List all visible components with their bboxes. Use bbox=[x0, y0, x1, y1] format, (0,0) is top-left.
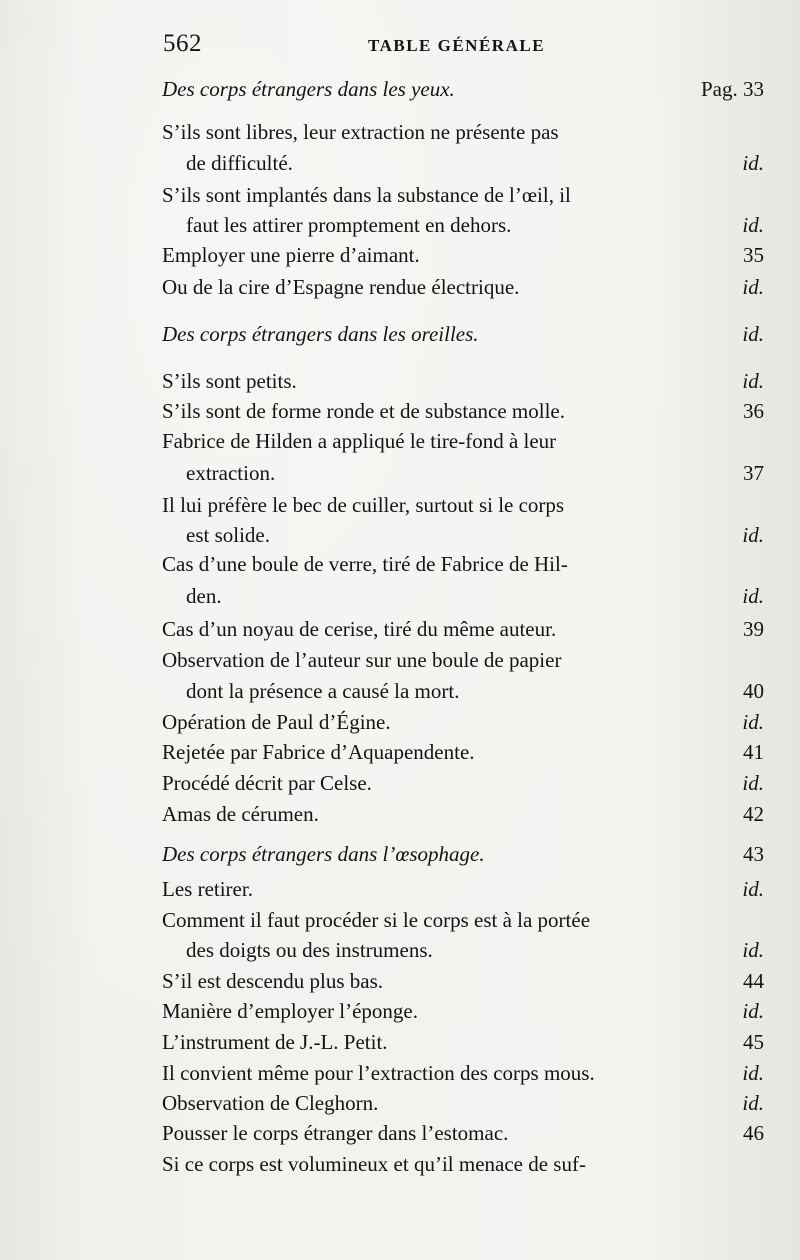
page-number: 562 bbox=[163, 30, 202, 57]
toc-line bbox=[0, 799, 800, 829]
running-title: TABLE GÉNÉRALE bbox=[368, 36, 546, 55]
toc-line bbox=[0, 874, 800, 904]
toc-line bbox=[0, 458, 800, 488]
page-reference: id. bbox=[742, 938, 764, 962]
entry-text: Opération de Paul d’Égine. bbox=[162, 710, 391, 734]
entry-text: Amas de cérumen. bbox=[162, 802, 319, 826]
entry-text: S’il est descendu plus bas. bbox=[162, 969, 384, 993]
page-reference: Pag. 33 bbox=[701, 77, 764, 101]
page-reference: 42 bbox=[743, 802, 764, 826]
page-reference: id. bbox=[742, 322, 764, 346]
toc-line bbox=[0, 707, 800, 737]
entry-text: den. bbox=[186, 584, 222, 608]
entry-text: Des corps étrangers dans l’œsophage. bbox=[162, 842, 485, 866]
entry-text: Fabrice de Hilden a appliqué le tire-fond à leur bbox=[162, 429, 557, 453]
toc-line bbox=[0, 549, 800, 579]
toc-line bbox=[0, 520, 800, 550]
toc-line bbox=[0, 117, 800, 147]
page-reference: id. bbox=[742, 275, 764, 299]
toc-line bbox=[0, 366, 800, 396]
toc-line bbox=[0, 490, 800, 520]
entry-text: Il convient même pour l’extraction des corps mous. bbox=[162, 1061, 595, 1085]
page-reference: id. bbox=[742, 584, 764, 608]
entry-text: Les retirer. bbox=[162, 877, 253, 901]
entry-text: Manière d’employer l’éponge. bbox=[162, 999, 418, 1023]
toc-line bbox=[0, 1149, 800, 1179]
page-reference: id. bbox=[742, 1061, 764, 1085]
toc-line bbox=[0, 676, 800, 706]
entry-text: Cas d’une boule de verre, tiré de Fabrice de Hil- bbox=[162, 552, 568, 576]
page-reference: id. bbox=[742, 999, 764, 1023]
entry-text: des doigts ou des instrumens. bbox=[186, 938, 433, 962]
entry-text: S’ils sont implantés dans la substance de l’œil, il bbox=[162, 183, 571, 207]
toc-line bbox=[0, 180, 800, 210]
toc-line bbox=[0, 966, 800, 996]
toc-line bbox=[0, 240, 800, 270]
entry-text: Cas d’un noyau de cerise, tiré du même auteur. bbox=[162, 617, 557, 641]
entry-text: faut les attirer promptement en dehors. bbox=[186, 213, 512, 237]
section-heading bbox=[0, 319, 800, 349]
entry-text: Comment il faut procéder si le corps est à la portée bbox=[162, 908, 591, 932]
page-reference: id. bbox=[742, 151, 764, 175]
entry-text: Observation de Cleghorn. bbox=[162, 1091, 379, 1115]
entry-text: est solide. bbox=[186, 523, 270, 547]
page-reference: 46 bbox=[743, 1121, 764, 1145]
entry-text: extraction. bbox=[186, 461, 276, 485]
entry-text: Ou de la cire d’Espagne rendue électrique. bbox=[162, 275, 520, 299]
toc-line bbox=[0, 148, 800, 178]
entry-text: Employer une pierre d’aimant. bbox=[162, 243, 420, 267]
entry-text: S’ils sont de forme ronde et de substance molle. bbox=[162, 399, 565, 423]
toc-line bbox=[0, 645, 800, 675]
entry-text: Il lui préfère le bec de cuiller, surtout si le corps bbox=[162, 493, 565, 517]
entry-text: Si ce corps est volumineux et qu’il menace de suf- bbox=[162, 1152, 586, 1176]
toc-line bbox=[0, 210, 800, 240]
entry-text: dont la présence a causé la mort. bbox=[186, 679, 460, 703]
page-reference: 45 bbox=[743, 1030, 764, 1054]
page-reference: 40 bbox=[743, 679, 764, 703]
page-reference: 41 bbox=[743, 740, 764, 764]
toc-line bbox=[0, 768, 800, 798]
page-reference: id. bbox=[742, 771, 764, 795]
entry-text: Rejetée par Fabrice d’Aquapendente. bbox=[162, 740, 475, 764]
entry-text: Procédé décrit par Celse. bbox=[162, 771, 372, 795]
page-reference: 43 bbox=[743, 842, 764, 866]
page-reference: id. bbox=[742, 369, 764, 393]
entry-text: S’ils sont libres, leur extraction ne présente pas bbox=[162, 120, 559, 144]
page-reference: 44 bbox=[743, 969, 764, 993]
section-heading bbox=[0, 74, 800, 104]
toc-line bbox=[0, 1027, 800, 1057]
section-heading bbox=[0, 839, 800, 869]
page-reference: 36 bbox=[743, 399, 764, 423]
entry-text: Observation de l’auteur sur une boule de papier bbox=[162, 648, 562, 672]
entry-text: de difficulté. bbox=[186, 151, 293, 175]
toc-line bbox=[0, 272, 800, 302]
entry-text: Des corps étrangers dans les yeux. bbox=[162, 77, 455, 101]
page-reference: id. bbox=[742, 877, 764, 901]
toc-line bbox=[0, 614, 800, 644]
page-reference: 37 bbox=[743, 461, 764, 485]
page-reference: id. bbox=[742, 710, 764, 734]
toc-line bbox=[0, 426, 800, 456]
toc-line bbox=[0, 737, 800, 767]
page-reference: id. bbox=[742, 213, 764, 237]
page-reference: id. bbox=[742, 1091, 764, 1115]
entry-text: Des corps étrangers dans les oreilles. bbox=[162, 322, 479, 346]
toc-line bbox=[0, 1118, 800, 1148]
toc-line bbox=[0, 396, 800, 426]
page-reference: 39 bbox=[743, 617, 764, 641]
toc-line bbox=[0, 996, 800, 1026]
page-reference: 35 bbox=[743, 243, 764, 267]
toc-line bbox=[0, 1088, 800, 1118]
toc-line bbox=[0, 935, 800, 965]
page-reference: id. bbox=[742, 523, 764, 547]
entry-text: Pousser le corps étranger dans l’estomac. bbox=[162, 1121, 509, 1145]
entry-text: L’instrument de J.-L. Petit. bbox=[162, 1030, 388, 1054]
toc-line bbox=[0, 905, 800, 935]
toc-line bbox=[0, 581, 800, 611]
toc-line bbox=[0, 1058, 800, 1088]
entry-text: S’ils sont petits. bbox=[162, 369, 297, 393]
